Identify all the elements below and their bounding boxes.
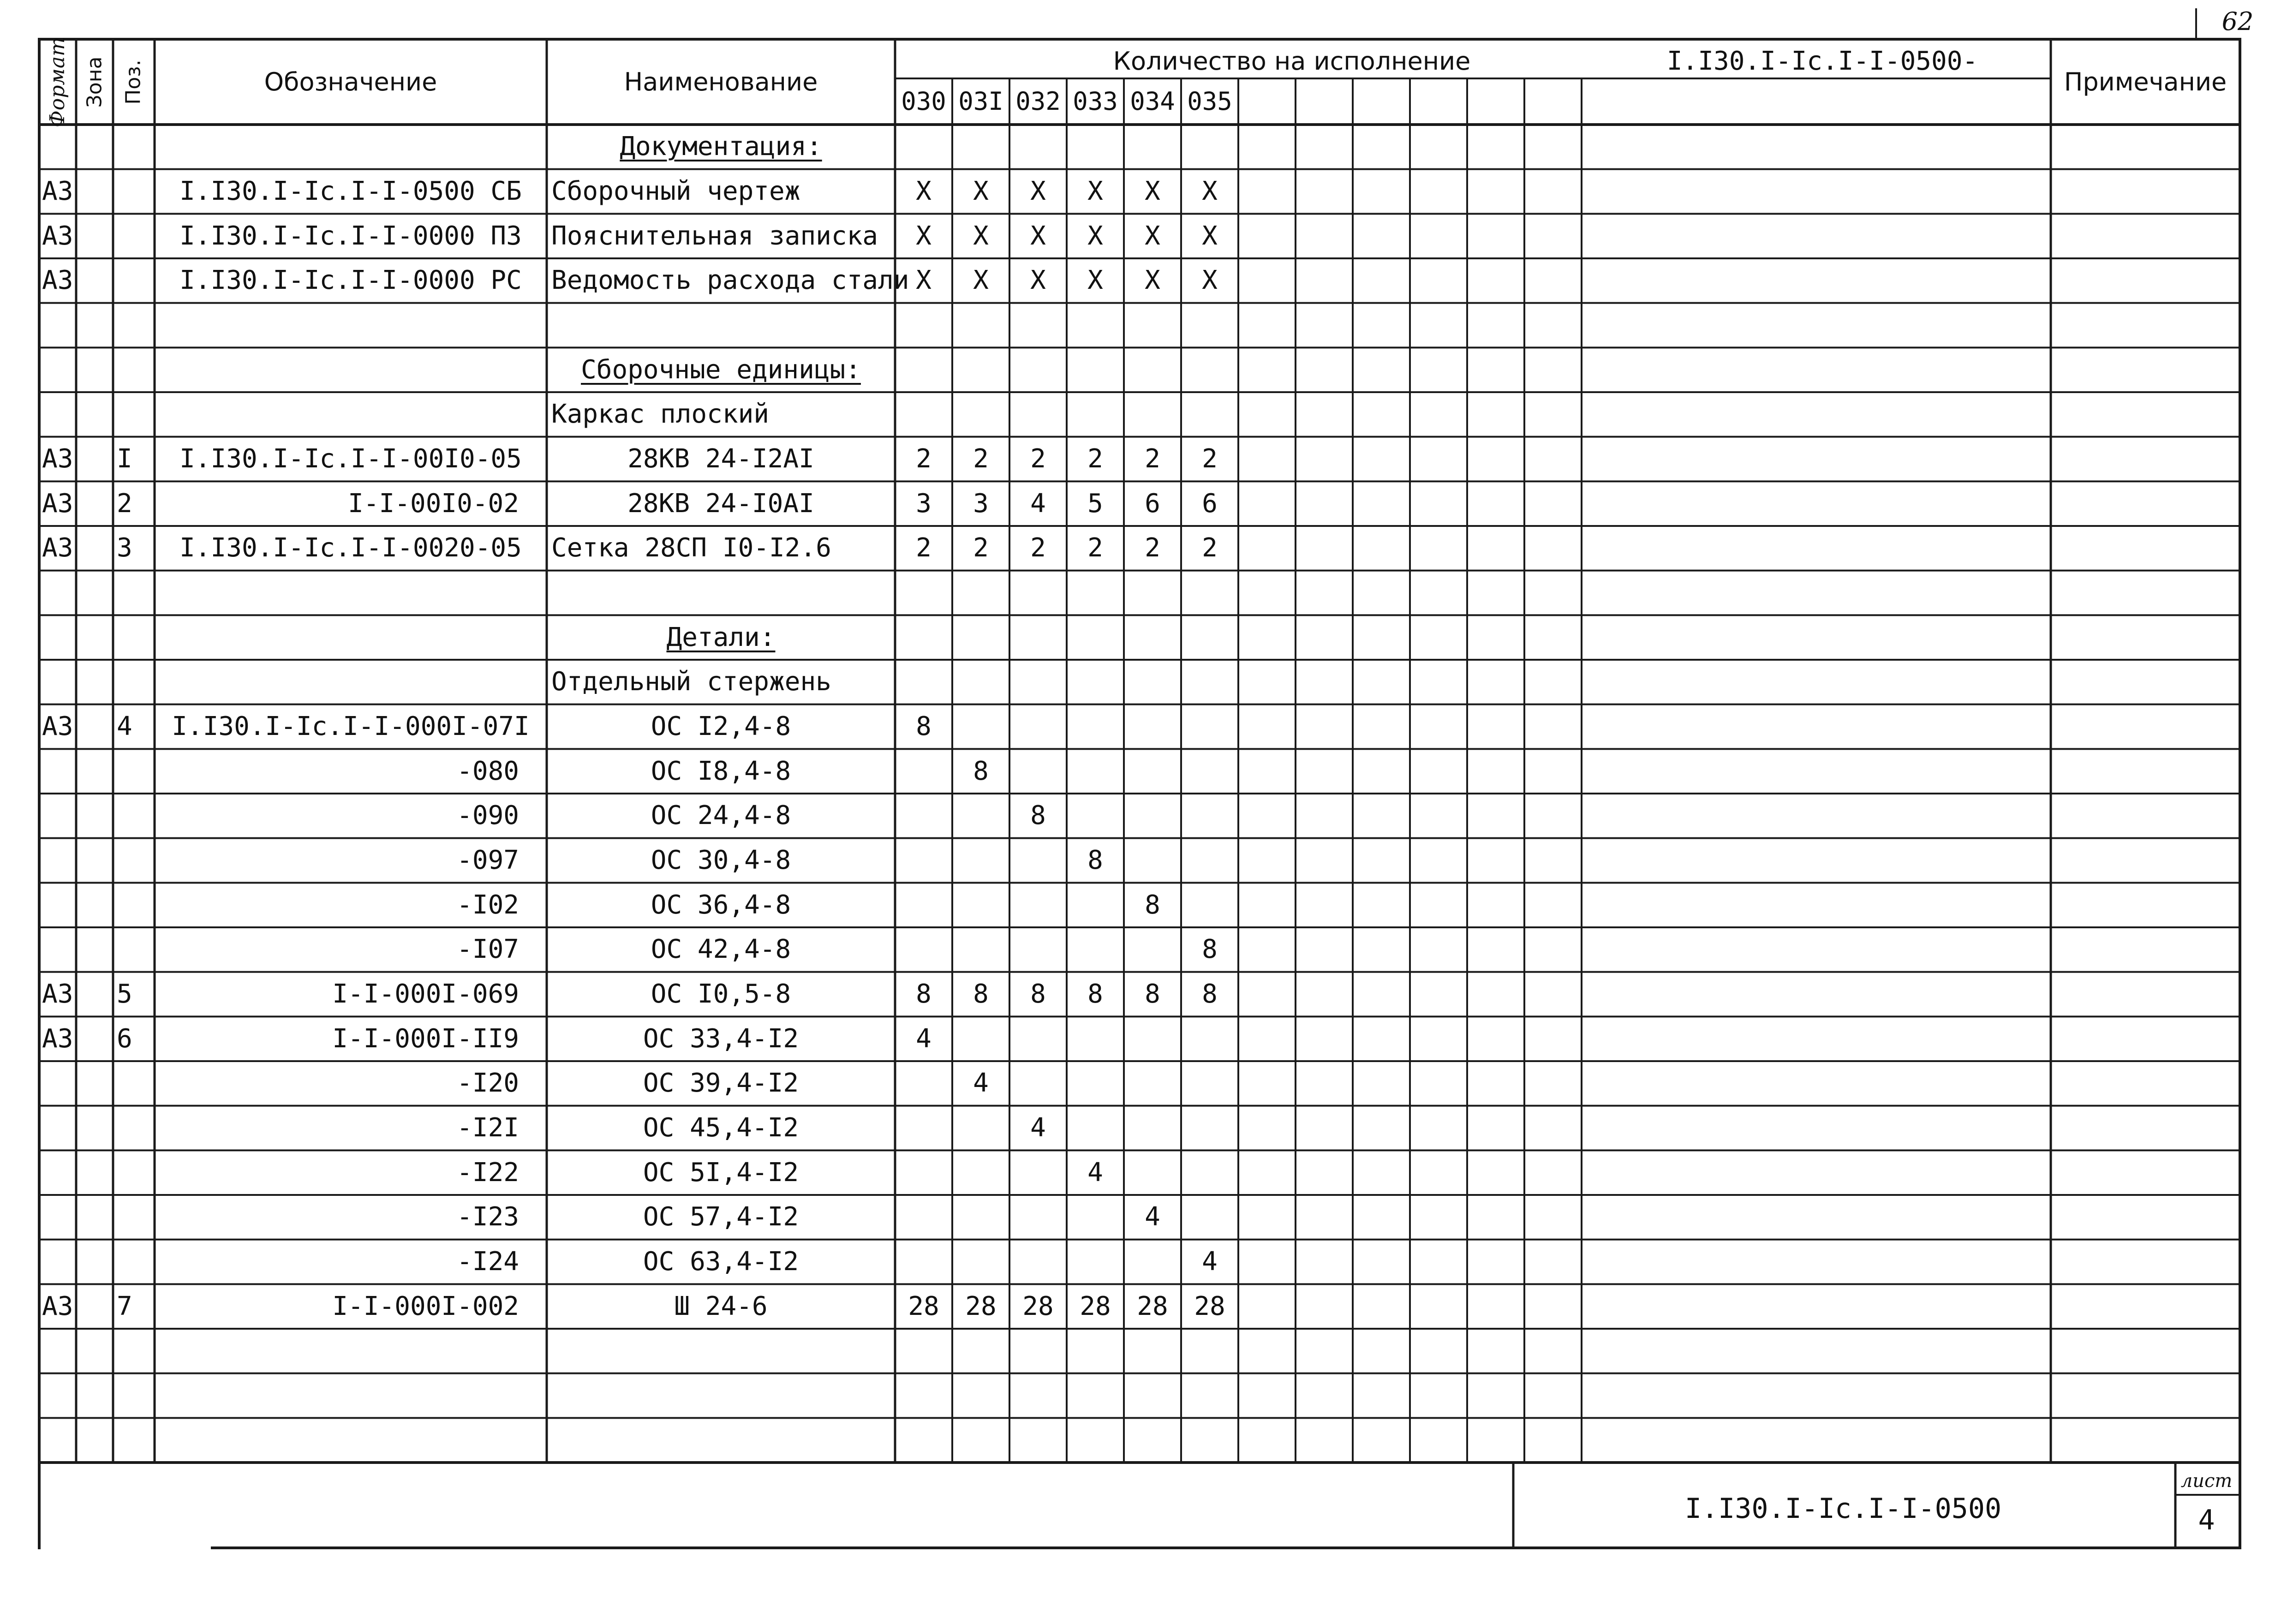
row-quantity: 2 [1202,533,1218,563]
row-quantity: 8 [1145,979,1160,1009]
row-format: А3 [42,488,73,519]
row-quantity: 4 [1202,1246,1218,1277]
row-quantity: X [973,221,989,251]
row-designation: I-I-000I-II9 [332,1023,519,1054]
row-quantity: X [1030,221,1046,251]
row-quantity: X [1087,265,1103,296]
row-quantity: X [1145,265,1160,296]
row-quantity: 3 [916,488,932,519]
row-format: А3 [42,176,73,206]
row-name: ОС 33,4-I2 [643,1023,799,1054]
row-designation: I.I30.I-Ic.I-I-0020-05 [179,533,522,563]
row-quantity: 8 [1202,934,1218,965]
row-quantity: 2 [1030,443,1046,474]
variant-header-035: 035 [1187,87,1232,116]
row-pos: 7 [117,1291,132,1321]
row-format: А3 [42,265,73,296]
row-quantity: 8 [1030,979,1046,1009]
variant-header-033: 033 [1073,87,1118,116]
row-designation: I.I30.I-Ic.I-I-0000 РС [179,265,522,296]
row-quantity: 2 [916,533,932,563]
header-format: Формат [46,36,69,127]
row-designation: I-I-00I0-02 [348,488,519,519]
row-designation: I.I30.I-Ic.I-I-00I0-05 [179,443,522,474]
row-quantity: X [1145,176,1160,206]
row-section-heading: Документация: [620,131,822,162]
row-quantity: 8 [973,979,989,1009]
row-quantity: X [1145,221,1160,251]
row-quantity: 4 [1087,1157,1103,1188]
row-quantity: X [973,176,989,206]
header-pos-cell [113,39,155,125]
row-designation: -I20 [457,1068,519,1099]
row-format: А3 [42,1023,73,1054]
row-name: ОС I0,5-8 [651,979,791,1009]
row-pos: 6 [117,1023,132,1054]
row-quantity: 4 [1145,1202,1160,1232]
row-name: ОС 63,4-I2 [643,1246,799,1277]
row-name: ОС 24,4-8 [651,800,791,831]
header-zone: Зона [83,56,107,107]
row-designation: I.I30.I-Ic.I-I-0000 ПЗ [179,221,522,251]
row-quantity: 28 [1080,1291,1111,1321]
row-pos: 5 [117,979,132,1009]
row-designation: -I23 [457,1202,519,1232]
row-designation: I.I30.I-Ic.I-I-000I-07I [172,711,530,741]
header-name: Наименование [624,67,818,96]
row-quantity: 28 [965,1291,997,1321]
row-name: ОС 30,4-8 [651,845,791,875]
row-section-heading: Детали: [666,622,776,652]
row-quantity: X [973,265,989,296]
row-section-heading: Сборочные единицы: [581,354,861,385]
row-name: ОС I2,4-8 [651,711,791,741]
row-designation: -090 [457,800,519,831]
variant-header-034: 034 [1130,87,1175,116]
variant-header-03I: 03I [958,87,1003,116]
footer-document-code: I.I30.I-Ic.I-I-0500 [1684,1493,2002,1525]
row-quantity: X [916,265,932,296]
row-name: ОС 39,4-I2 [643,1068,799,1099]
row-name: Пояснительная записка [551,221,878,251]
header-designation: Обозначение [264,67,437,96]
row-quantity: 2 [1087,533,1103,563]
row-name: Сетка 28СП I0-I2.6 [551,533,831,563]
variant-header-032: 032 [1015,87,1061,116]
row-quantity: 2 [1145,533,1160,563]
row-format: А3 [42,221,73,251]
row-quantity: 2 [1087,443,1103,474]
header-note: Примечание [2064,67,2227,96]
row-name: Ш 24-6 [674,1291,768,1321]
row-quantity: X [1030,265,1046,296]
row-quantity: 6 [1202,488,1218,519]
row-designation: I-I-000I-002 [332,1291,519,1321]
row-quantity: 8 [1202,979,1218,1009]
row-designation: -I07 [457,934,519,965]
row-name: Ведомость расхода стали [551,265,909,296]
row-pos: 2 [117,488,132,519]
row-designation: -I22 [457,1157,519,1188]
row-format: А3 [42,533,73,563]
row-quantity: X [916,221,932,251]
row-name: ОС 42,4-8 [651,934,791,965]
header-pos: Поз. [122,59,146,105]
row-quantity: 8 [916,979,932,1009]
row-quantity: 5 [1087,488,1103,519]
row-designation: -I02 [457,890,519,920]
row-quantity: 28 [1137,1291,1168,1321]
row-pos: I [117,443,132,474]
footer-sheet-number: 4 [2198,1504,2215,1536]
row-name: Каркас плоский [551,399,770,430]
row-designation: I.I30.I-Ic.I-I-0500 СБ [179,176,522,206]
row-quantity: 4 [1030,1112,1046,1143]
row-quantity: 8 [1145,890,1160,920]
footer-sheet-label: лист [2180,1470,2233,1492]
row-quantity: 28 [1022,1291,1054,1321]
row-quantity: 2 [973,533,989,563]
row-quantity: 8 [973,756,989,786]
row-quantity: X [1087,176,1103,206]
row-name: ОС 45,4-I2 [643,1112,799,1143]
row-pos: 3 [117,533,132,563]
row-name: ОС I8,4-8 [651,756,791,786]
row-name: Сборочный чертеж [551,176,800,206]
row-designation: -080 [457,756,519,786]
row-designation: -I24 [457,1246,519,1277]
row-quantity: X [1202,221,1218,251]
row-quantity: 2 [1030,533,1046,563]
row-designation: I-I-000I-069 [332,979,519,1009]
row-quantity: X [916,176,932,206]
row-name: 28КВ 24-I0АI [627,488,814,519]
row-quantity: 8 [916,711,932,741]
row-format: А3 [42,979,73,1009]
header-format-cell [39,36,76,127]
page-number-top: 62 [2221,7,2254,36]
row-quantity: X [1202,176,1218,206]
row-quantity: 2 [916,443,932,474]
row-quantity: X [1030,176,1046,206]
row-quantity: 4 [973,1068,989,1099]
row-name: 28КВ 24-I2АI [627,443,814,474]
row-quantity: X [1202,265,1218,296]
header-doc-prefix: I.I30.I-Ic.I-I-0500- [1666,46,1978,76]
row-quantity: 8 [1030,800,1046,831]
row-quantity: 2 [1145,443,1160,474]
row-quantity: 2 [973,443,989,474]
row-quantity: 3 [973,488,989,519]
header-zone-cell [76,39,113,125]
row-name: ОС 5I,4-I2 [643,1157,799,1188]
row-pos: 4 [117,711,132,741]
row-quantity: 2 [1202,443,1218,474]
row-quantity: X [1087,221,1103,251]
row-format: А3 [42,443,73,474]
row-quantity: 4 [1030,488,1046,519]
row-quantity: 6 [1145,488,1160,519]
row-quantity: 8 [1087,979,1103,1009]
row-name: Отдельный стержень [551,667,831,697]
row-designation: -I2I [457,1112,519,1143]
row-quantity: 28 [908,1291,939,1321]
row-quantity: 28 [1194,1291,1225,1321]
row-quantity: 4 [916,1023,932,1054]
row-designation: -097 [457,845,519,875]
row-quantity: 8 [1087,845,1103,875]
header-quantity-label: Количество на исполнение [1113,46,1471,76]
row-name: ОС 57,4-I2 [643,1202,799,1232]
variant-header-030: 030 [901,87,946,116]
row-format: А3 [42,1291,73,1321]
row-format: А3 [42,711,73,741]
row-name: ОС 36,4-8 [651,890,791,920]
